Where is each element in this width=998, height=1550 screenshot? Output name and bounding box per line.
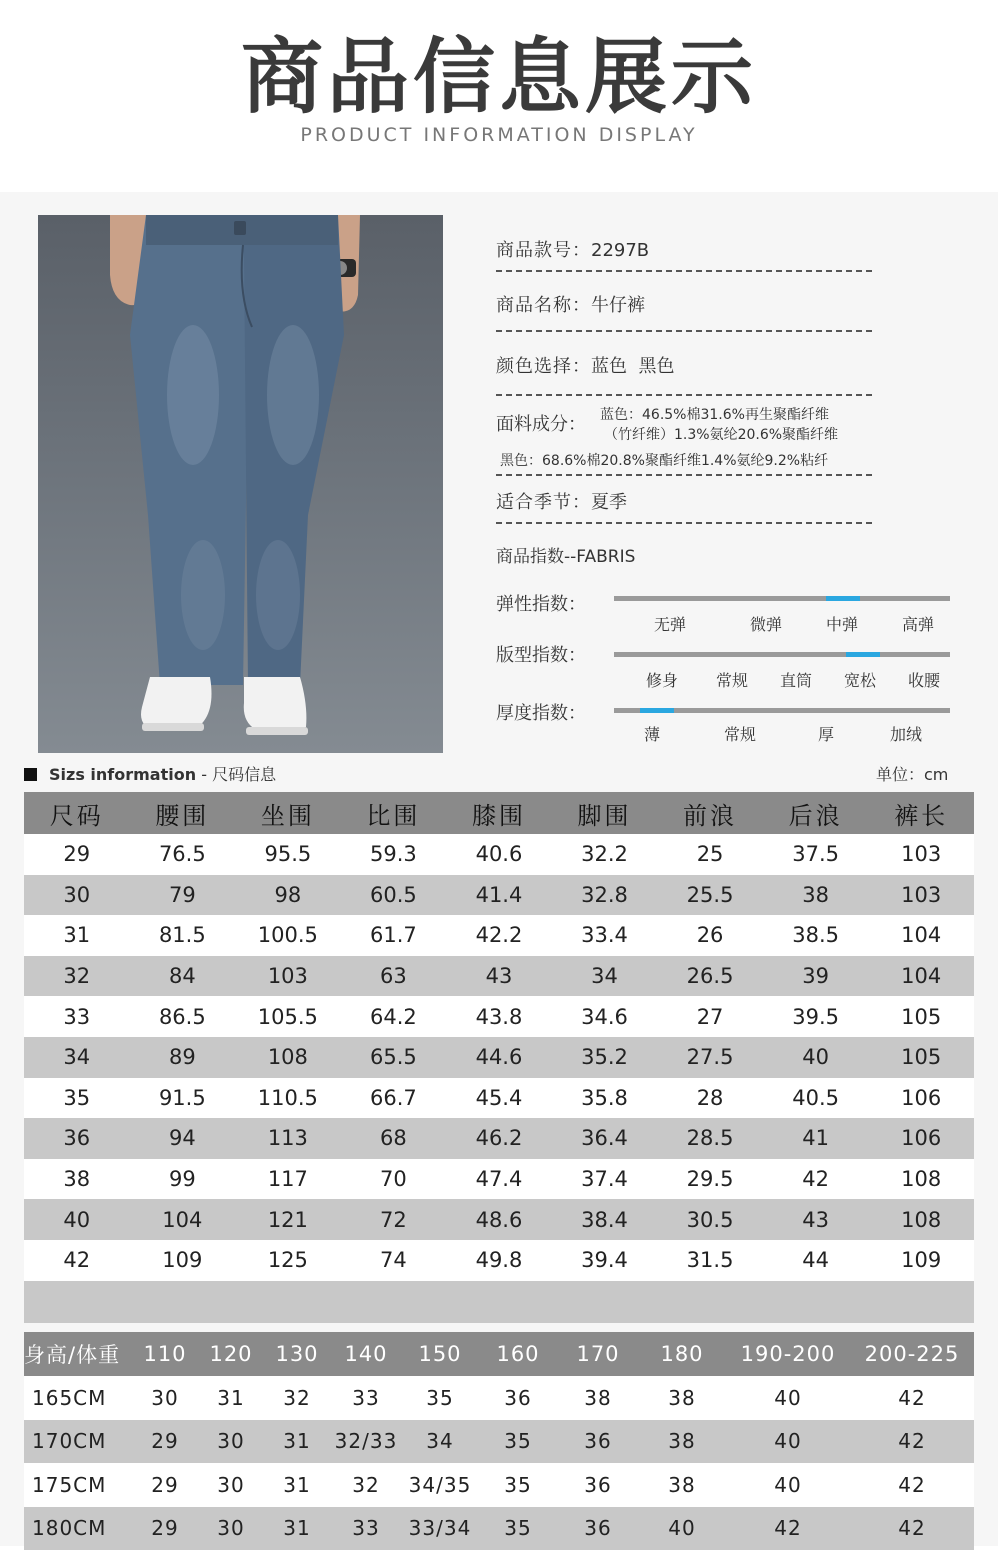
table-cell: 59.3 bbox=[341, 834, 447, 875]
table-cell: 86.5 bbox=[130, 996, 236, 1037]
table-cell: 31 bbox=[264, 1420, 330, 1464]
table-cell: 49.8 bbox=[446, 1240, 552, 1281]
table-cell: 36 bbox=[558, 1463, 638, 1507]
table-cell: 33/34 bbox=[402, 1507, 478, 1550]
table-cell: 39.4 bbox=[552, 1240, 658, 1281]
table-cell: 35 bbox=[402, 1376, 478, 1420]
table-cell: 27 bbox=[657, 996, 763, 1037]
header-cell: 140 bbox=[330, 1332, 402, 1376]
size-section-title bbox=[24, 762, 276, 785]
fabric-line-blue-cont: （竹纤维）1.3%氨纶20.6%聚酯纤维 bbox=[604, 424, 838, 444]
table-cell: 31 bbox=[264, 1463, 330, 1507]
table-cell: 35 bbox=[478, 1420, 558, 1464]
model-label: 商品款号： bbox=[496, 240, 591, 261]
name-value: 牛仔裤 bbox=[591, 295, 645, 316]
table-row bbox=[24, 1159, 974, 1200]
table-cell: 109 bbox=[868, 1240, 974, 1281]
size-table-header bbox=[24, 792, 974, 834]
table-cell: 33 bbox=[330, 1507, 402, 1550]
table-cell: 48.6 bbox=[446, 1199, 552, 1240]
fit-table bbox=[24, 1332, 974, 1550]
header-cell: 110 bbox=[132, 1332, 198, 1376]
table-cell: 66.7 bbox=[341, 1078, 447, 1119]
thickness-marker bbox=[640, 708, 674, 713]
color-value: 蓝色 黑色 bbox=[591, 356, 674, 377]
table-cell: 28.5 bbox=[657, 1118, 763, 1159]
thickness-option: 薄 bbox=[622, 722, 682, 745]
table-cell: 31 bbox=[198, 1376, 264, 1420]
table-cell: 39 bbox=[763, 956, 869, 997]
table-cell: 103 bbox=[235, 956, 341, 997]
table-cell: 108 bbox=[235, 1037, 341, 1078]
divider bbox=[496, 270, 872, 272]
table-cell: 42.2 bbox=[446, 915, 552, 956]
table-cell: 40 bbox=[638, 1507, 726, 1550]
table-cell: 40.5 bbox=[763, 1078, 869, 1119]
table-cell: 34 bbox=[402, 1420, 478, 1464]
header-cell: 裤长 bbox=[868, 792, 974, 834]
table-cell: 106 bbox=[868, 1078, 974, 1119]
fit-bar bbox=[614, 652, 950, 657]
model-value: 2297B bbox=[591, 240, 649, 261]
table-cell: 94 bbox=[130, 1118, 236, 1159]
table-row bbox=[24, 1037, 974, 1078]
table-cell: 103 bbox=[868, 875, 974, 916]
table-cell: 106 bbox=[868, 1118, 974, 1159]
table-cell: 44.6 bbox=[446, 1037, 552, 1078]
table-cell: 44 bbox=[763, 1240, 869, 1281]
table-cell: 79 bbox=[130, 875, 236, 916]
table-cell: 40 bbox=[763, 1037, 869, 1078]
header-cell: 坐围 bbox=[235, 792, 341, 834]
table-cell: 99 bbox=[130, 1159, 236, 1200]
thickness-label: 厚度指数： bbox=[496, 699, 586, 725]
table-row-blank bbox=[24, 1281, 974, 1323]
table-cell: 104 bbox=[130, 1199, 236, 1240]
unit-label: 单位：cm bbox=[876, 762, 948, 785]
elasticity-option: 无弹 bbox=[640, 612, 700, 635]
table-cell: 76.5 bbox=[130, 834, 236, 875]
table-cell: 37.5 bbox=[763, 834, 869, 875]
table-cell: 34 bbox=[552, 956, 658, 997]
table-cell: 25.5 bbox=[657, 875, 763, 916]
table-cell: 108 bbox=[868, 1159, 974, 1200]
table-row bbox=[24, 1376, 974, 1420]
table-cell: 70 bbox=[341, 1159, 447, 1200]
header-cell: 膝围 bbox=[446, 792, 552, 834]
table-row bbox=[24, 1420, 974, 1464]
table-cell: 29 bbox=[132, 1420, 198, 1464]
table-cell: 38 bbox=[638, 1463, 726, 1507]
product-photo bbox=[38, 215, 443, 753]
fit-marker bbox=[846, 652, 880, 657]
divider bbox=[496, 330, 872, 332]
table-row bbox=[24, 1240, 974, 1281]
table-cell: 42 bbox=[763, 1159, 869, 1200]
table-cell: 31 bbox=[24, 915, 130, 956]
page-subtitle: PRODUCT INFORMATION DISPLAY bbox=[0, 124, 998, 146]
table-cell: 121 bbox=[235, 1199, 341, 1240]
table-cell: 117 bbox=[235, 1159, 341, 1200]
header-cell: 尺码 bbox=[24, 792, 130, 834]
page-title: 商品信息展示 bbox=[0, 28, 998, 128]
table-cell: 91.5 bbox=[130, 1078, 236, 1119]
table-cell: 38 bbox=[558, 1376, 638, 1420]
table-cell: 105 bbox=[868, 1037, 974, 1078]
table-cell: 27.5 bbox=[657, 1037, 763, 1078]
table-cell: 42 bbox=[24, 1240, 130, 1281]
table-cell: 170CM bbox=[24, 1420, 132, 1464]
table-cell: 100.5 bbox=[235, 915, 341, 956]
table-cell: 40 bbox=[726, 1376, 850, 1420]
table-cell: 68 bbox=[341, 1118, 447, 1159]
table-cell: 46.2 bbox=[446, 1118, 552, 1159]
table-cell: 38 bbox=[24, 1159, 130, 1200]
table-cell: 30 bbox=[24, 875, 130, 916]
table-cell: 180CM bbox=[24, 1507, 132, 1550]
header-cell: 150 bbox=[402, 1332, 478, 1376]
table-cell: 38.4 bbox=[552, 1199, 658, 1240]
header-cell: 身高/体重 bbox=[24, 1332, 132, 1376]
table-cell: 38 bbox=[638, 1376, 726, 1420]
table-cell: 45.4 bbox=[446, 1078, 552, 1119]
table-row bbox=[24, 1463, 974, 1507]
table-cell: 36.4 bbox=[552, 1118, 658, 1159]
thickness-option: 加绒 bbox=[876, 722, 936, 745]
table-cell: 31 bbox=[264, 1507, 330, 1550]
table-cell: 34 bbox=[24, 1037, 130, 1078]
table-cell bbox=[24, 1281, 974, 1323]
table-cell: 42 bbox=[850, 1463, 974, 1507]
table-cell: 63 bbox=[341, 956, 447, 997]
table-cell: 29 bbox=[132, 1463, 198, 1507]
table-cell: 32/33 bbox=[330, 1420, 402, 1464]
table-cell: 35 bbox=[478, 1463, 558, 1507]
table-cell: 89 bbox=[130, 1037, 236, 1078]
fabric-line-black: 黑色：68.6%棉20.8%聚酯纤维1.4%氨纶9.2%粘纤 bbox=[500, 450, 828, 470]
thickness-bar bbox=[614, 708, 950, 713]
table-row bbox=[24, 1199, 974, 1240]
divider bbox=[496, 474, 872, 476]
header-cell: 180 bbox=[638, 1332, 726, 1376]
table-row bbox=[24, 875, 974, 916]
table-cell: 31.5 bbox=[657, 1240, 763, 1281]
size-table bbox=[24, 792, 974, 1323]
table-cell: 35.2 bbox=[552, 1037, 658, 1078]
elasticity-option: 中弹 bbox=[812, 612, 872, 635]
thickness-option: 常规 bbox=[710, 722, 770, 745]
table-cell: 38 bbox=[638, 1420, 726, 1464]
table-cell: 38.5 bbox=[763, 915, 869, 956]
table-cell: 42 bbox=[726, 1507, 850, 1550]
table-cell: 60.5 bbox=[341, 875, 447, 916]
table-cell: 30 bbox=[132, 1376, 198, 1420]
table-cell: 104 bbox=[868, 915, 974, 956]
table-cell: 81.5 bbox=[130, 915, 236, 956]
name-row bbox=[496, 291, 645, 317]
table-row bbox=[24, 1078, 974, 1119]
table-cell: 40.6 bbox=[446, 834, 552, 875]
table-cell: 33 bbox=[24, 996, 130, 1037]
table-cell: 32 bbox=[24, 956, 130, 997]
table-cell: 32 bbox=[330, 1463, 402, 1507]
elasticity-option: 微弹 bbox=[736, 612, 796, 635]
table-cell: 38 bbox=[763, 875, 869, 916]
table-cell: 35.8 bbox=[552, 1078, 658, 1119]
table-row bbox=[24, 996, 974, 1037]
table-cell: 33.4 bbox=[552, 915, 658, 956]
table-cell: 25 bbox=[657, 834, 763, 875]
elasticity-label: 弹性指数： bbox=[496, 590, 586, 616]
fit-option: 宽松 bbox=[830, 668, 890, 691]
index-title: 商品指数--FABRIS bbox=[496, 542, 635, 567]
table-cell: 41.4 bbox=[446, 875, 552, 916]
table-cell: 41 bbox=[763, 1118, 869, 1159]
header-cell: 160 bbox=[478, 1332, 558, 1376]
table-cell: 104 bbox=[868, 956, 974, 997]
table-cell: 36 bbox=[24, 1118, 130, 1159]
table-cell: 95.5 bbox=[235, 834, 341, 875]
table-row bbox=[24, 1118, 974, 1159]
fit-label: 版型指数： bbox=[496, 641, 586, 667]
header-cell: 130 bbox=[264, 1332, 330, 1376]
table-cell: 64.2 bbox=[341, 996, 447, 1037]
fit-option: 收腰 bbox=[894, 668, 954, 691]
table-row bbox=[24, 834, 974, 875]
fit-table-header bbox=[24, 1332, 974, 1376]
size-title-en: Sizs information bbox=[49, 765, 196, 784]
season-label: 适合季节： bbox=[496, 492, 591, 513]
table-cell: 35 bbox=[478, 1507, 558, 1550]
table-cell: 42 bbox=[850, 1376, 974, 1420]
header-cell: 比围 bbox=[341, 792, 447, 834]
table-cell: 29 bbox=[132, 1507, 198, 1550]
square-bullet-icon bbox=[24, 768, 37, 781]
table-cell: 113 bbox=[235, 1118, 341, 1159]
header-cell: 前浪 bbox=[657, 792, 763, 834]
table-cell: 125 bbox=[235, 1240, 341, 1281]
table-cell: 43 bbox=[763, 1199, 869, 1240]
header-cell: 200-225 bbox=[850, 1332, 974, 1376]
table-cell: 34.6 bbox=[552, 996, 658, 1037]
table-cell: 35 bbox=[24, 1078, 130, 1119]
table-row bbox=[24, 915, 974, 956]
table-cell: 32.8 bbox=[552, 875, 658, 916]
table-cell: 40 bbox=[726, 1420, 850, 1464]
fit-option: 直筒 bbox=[766, 668, 826, 691]
table-cell: 33 bbox=[330, 1376, 402, 1420]
table-cell: 42 bbox=[850, 1420, 974, 1464]
table-cell: 40 bbox=[726, 1463, 850, 1507]
table-cell: 30 bbox=[198, 1420, 264, 1464]
table-cell: 105 bbox=[868, 996, 974, 1037]
size-title-cn: - 尺码信息 bbox=[201, 765, 276, 784]
fabric-line-blue: 蓝色：46.5%棉31.6%再生聚酯纤维 bbox=[600, 404, 829, 424]
name-label: 商品名称： bbox=[496, 295, 591, 316]
header-cell: 后浪 bbox=[763, 792, 869, 834]
table-cell: 30.5 bbox=[657, 1199, 763, 1240]
elasticity-option: 高弹 bbox=[888, 612, 948, 635]
table-cell: 29.5 bbox=[657, 1159, 763, 1200]
table-cell: 108 bbox=[868, 1199, 974, 1240]
table-cell: 175CM bbox=[24, 1463, 132, 1507]
table-cell: 26 bbox=[657, 915, 763, 956]
table-cell: 28 bbox=[657, 1078, 763, 1119]
elasticity-marker bbox=[826, 596, 860, 601]
table-cell: 103 bbox=[868, 834, 974, 875]
divider bbox=[496, 522, 872, 524]
table-cell: 40 bbox=[24, 1199, 130, 1240]
elasticity-bar bbox=[614, 596, 950, 601]
table-row bbox=[24, 956, 974, 997]
table-cell: 74 bbox=[341, 1240, 447, 1281]
table-cell: 98 bbox=[235, 875, 341, 916]
table-cell: 30 bbox=[198, 1507, 264, 1550]
table-cell: 110.5 bbox=[235, 1078, 341, 1119]
table-cell: 65.5 bbox=[341, 1037, 447, 1078]
header-cell: 190-200 bbox=[726, 1332, 850, 1376]
table-cell: 42 bbox=[850, 1507, 974, 1550]
table-cell: 32 bbox=[264, 1376, 330, 1420]
fit-option: 修身 bbox=[632, 668, 692, 691]
table-cell: 84 bbox=[130, 956, 236, 997]
table-cell: 61.7 bbox=[341, 915, 447, 956]
table-cell: 37.4 bbox=[552, 1159, 658, 1200]
fit-option: 常规 bbox=[702, 668, 762, 691]
table-cell: 72 bbox=[341, 1199, 447, 1240]
fabric-label: 面料成分： bbox=[496, 410, 586, 436]
header-cell: 脚围 bbox=[552, 792, 658, 834]
season-value: 夏季 bbox=[591, 492, 627, 513]
table-cell: 43 bbox=[446, 956, 552, 997]
table-row bbox=[24, 1507, 974, 1550]
table-cell: 29 bbox=[24, 834, 130, 875]
table-cell: 36 bbox=[478, 1376, 558, 1420]
table-cell: 43.8 bbox=[446, 996, 552, 1037]
header-cell: 170 bbox=[558, 1332, 638, 1376]
table-cell: 36 bbox=[558, 1420, 638, 1464]
divider bbox=[496, 394, 872, 396]
header-cell: 120 bbox=[198, 1332, 264, 1376]
table-cell: 30 bbox=[198, 1463, 264, 1507]
table-cell: 39.5 bbox=[763, 996, 869, 1037]
color-row bbox=[496, 352, 674, 378]
table-cell: 165CM bbox=[24, 1376, 132, 1420]
table-cell: 36 bbox=[558, 1507, 638, 1550]
model-row bbox=[496, 236, 649, 262]
table-cell: 105.5 bbox=[235, 996, 341, 1037]
color-label: 颜色选择： bbox=[496, 356, 591, 377]
table-cell: 47.4 bbox=[446, 1159, 552, 1200]
season-row bbox=[496, 488, 627, 514]
header-cell: 腰围 bbox=[130, 792, 236, 834]
thickness-option: 厚 bbox=[796, 722, 856, 745]
table-cell: 32.2 bbox=[552, 834, 658, 875]
table-cell: 34/35 bbox=[402, 1463, 478, 1507]
table-cell: 26.5 bbox=[657, 956, 763, 997]
table-cell: 109 bbox=[130, 1240, 236, 1281]
